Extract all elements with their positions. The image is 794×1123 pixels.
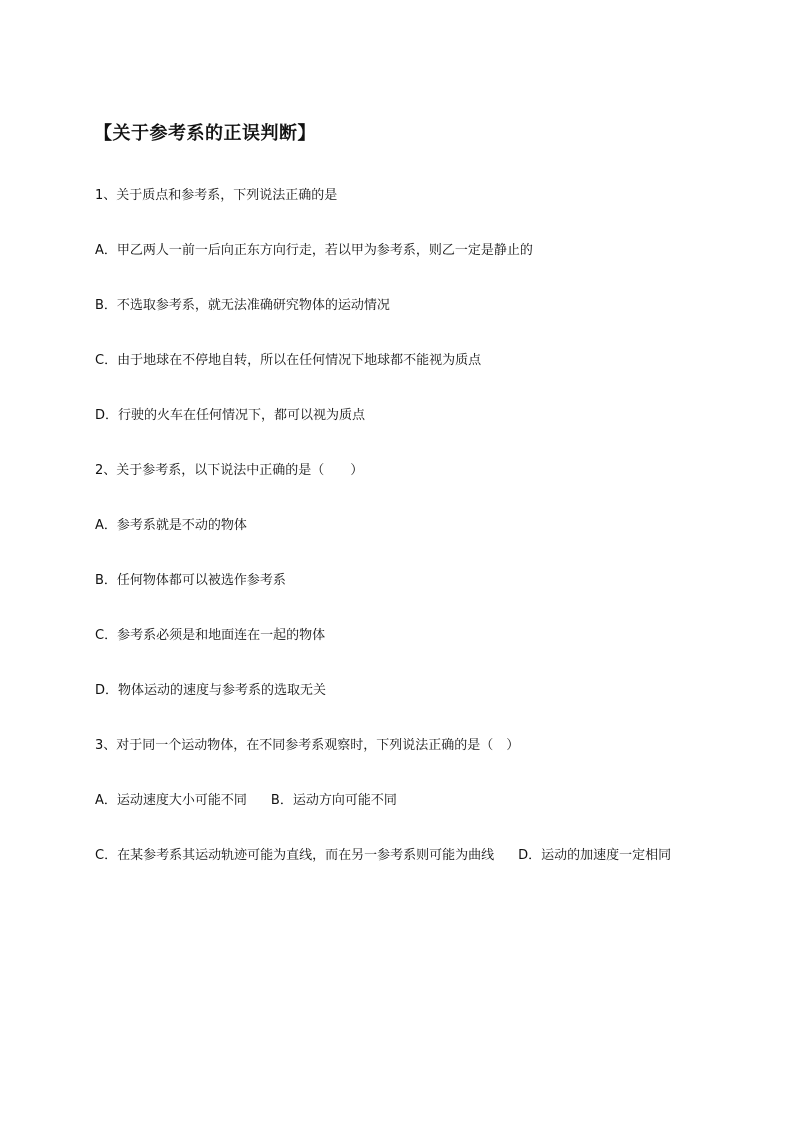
question-1-option-b: B．不选取参考系，就无法准确研究物体的运动情况 (95, 298, 390, 313)
question-3-option-c: C．在某参考系其运动轨迹可能为直线，而在另一参考系则可能为曲线 (95, 848, 495, 863)
question-1-stem: 1、关于质点和参考系，下列说法正确的是 (95, 188, 338, 203)
question-2-option-d: D．物体运动的速度与参考系的选取无关 (95, 683, 327, 698)
question-2-stem: 2、关于参考系，以下说法中正确的是（ ） (95, 463, 364, 478)
question-1-option-d: D．行驶的火车在任何情况下，都可以视为质点 (95, 408, 366, 423)
question-3-option-d: D．运动的加速度一定相同 (518, 848, 672, 863)
question-2-option-c: C．参考系必须是和地面连在一起的物体 (95, 628, 326, 643)
question-3-option-b: B．运动方向可能不同 (270, 793, 397, 808)
question-2-option-a: A．参考系就是不动的物体 (95, 518, 247, 533)
question-3-options-cd (95, 834, 707, 877)
question-3-stem: 3、对于同一个运动物体，在不同参考系观察时，下列说法正确的是（ ） (95, 738, 520, 753)
question-1-option-c: C．由于地球在不停地自转，所以在任何情况下地球都不能视为质点 (95, 353, 482, 368)
question-1-option-a: A．甲乙两人一前一后向正东方向行走，若以甲为参考系，则乙一定是静止的 (95, 243, 533, 258)
question-3-options-ab (95, 792, 397, 810)
section-title: 【关于参考系的正误判断】 (94, 123, 316, 144)
question-2-option-b: B．任何物体都可以被选作参考系 (95, 573, 286, 588)
question-3-option-a: A．运动速度大小可能不同 (95, 793, 247, 808)
